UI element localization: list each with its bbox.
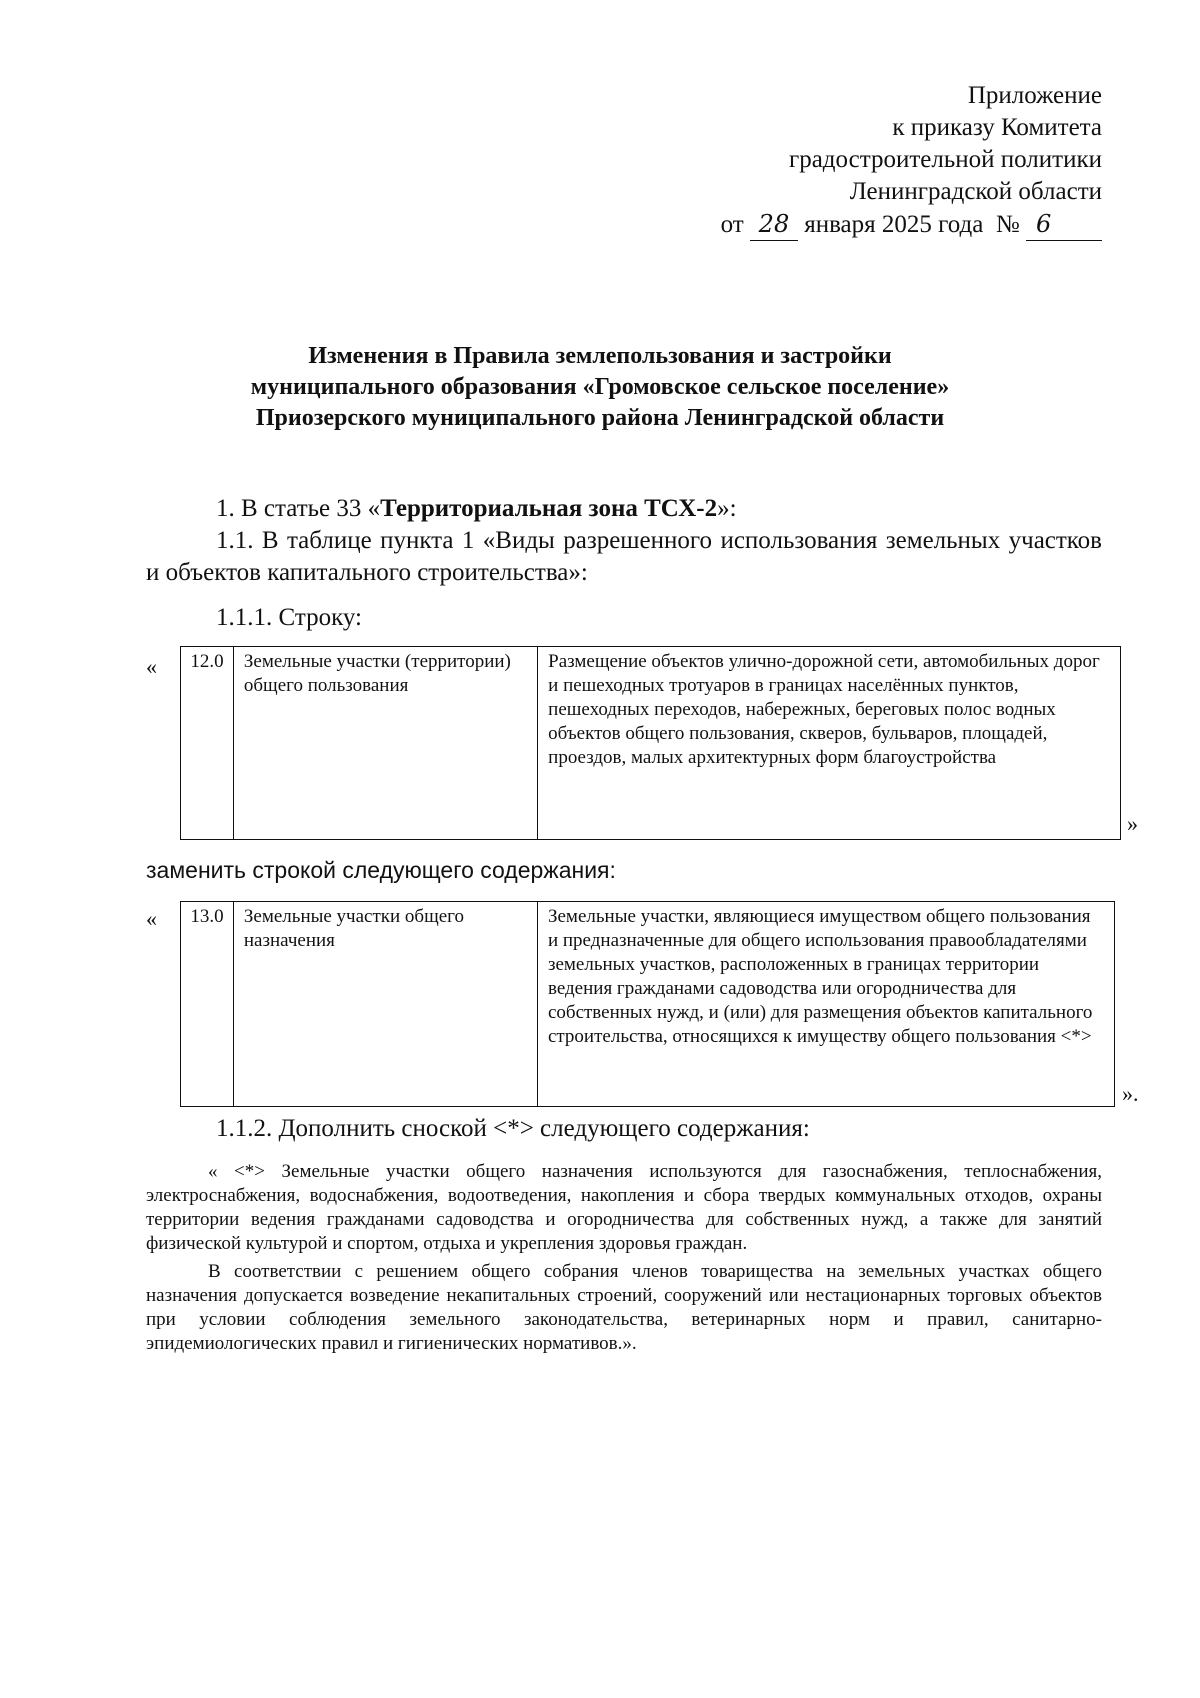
handwritten-day: 28 <box>750 208 798 241</box>
appendix-date-line <box>721 208 1102 241</box>
appendix-line-2: к приказу Комитета <box>892 114 1102 141</box>
new-row-description: Земельные участки, являющиеся имуществом общего пользования и предназначенные для общего использования правообладателями земельных участков, расположенных в границах территории ведения гражданами садоводства или огородничества для собственных нужд, и (или) для размещения объектов капитального строительства, относящихся к имуществу общего пользования <*> <box>537 902 1114 1107</box>
new-row-quote-open: « <box>146 906 157 931</box>
title-line-2: муниципального образования «Громовское сельское поселение» <box>250 374 950 400</box>
footnote-paragraph-1: « <*> Земельные участки общего назначения используются для газоснабжения, теплоснабжения, электроснабжения, водоснабжения, водоотведения, накопления и сбора твердых коммунальных отходов, охраны территории ведения гражданами садоводства и огородничества для собственных нужд, а также для занятий физической культурой и спортом, отдыха и укрепления здоровья граждан. <box>146 1161 1102 1254</box>
appendix-line-3: градостроительной политики <box>788 146 1102 173</box>
title-line-1: Изменения в Правила землепользования и застройки <box>308 343 892 369</box>
new-row-code: 13.0 <box>181 902 234 1107</box>
new-row-quote-close: ». <box>1122 1081 1139 1106</box>
new-row-name: Земельные участки общего назначения <box>233 902 537 1107</box>
footnote-paragraph-2: В соответствии с решением общего собрания членов товарищества на земельных участках общего назначения допускается возведение некапитальных строений, сооружений или нестационарных торговых объектов при условии соблюдения земельного законодательства, ветеринарных норм и правил, санитарно-эпидемиологических правил и гигиенических нормативов.». <box>146 1261 1102 1354</box>
section-1-zone-name: Территориальная зона ТСХ-2 <box>380 495 718 522</box>
appendix-line-1: Приложение <box>967 82 1102 109</box>
appendix-line-4: Ленинградской области <box>849 178 1102 205</box>
table-row <box>181 902 1115 1107</box>
section-1-prefix: 1. В статье 33 « <box>216 495 381 522</box>
number-sign: № <box>995 211 1020 238</box>
date-middle: января 2025 года <box>804 211 984 238</box>
old-row-description: Размещение объектов улично-дорожной сети, автомобильных дорог и пешеходных тротуаров в границах населённых пунктов, пешеходных переходов, набережных, береговых полос водных объектов общего пользования, скверов, бульваров, площадей, проездов, малых архитектурных форм благоустройства <box>538 647 1121 840</box>
new-row-table <box>180 901 1115 1107</box>
date-prefix: от <box>720 211 744 238</box>
old-row-quote-close: » <box>1127 811 1138 836</box>
old-row-table <box>180 646 1121 840</box>
old-row-code: 12.0 <box>181 647 234 840</box>
title-line-3: Приозерского муниципального района Ленинградской области <box>255 405 945 431</box>
replace-instruction: заменить строкой следующего содержания: <box>146 857 616 883</box>
section-1 <box>216 493 737 525</box>
footnote-text <box>146 1160 1102 1360</box>
table-row <box>181 647 1121 840</box>
old-row-name: Земельные участки (территории) общего пользования <box>233 647 537 840</box>
section-1-1-1: 1.1.1. Строку: <box>216 604 362 631</box>
handwritten-number: 6 <box>1026 208 1102 241</box>
old-row-quote-open: « <box>146 654 157 679</box>
appendix-header <box>721 80 1102 241</box>
section-1-suffix: »: <box>717 495 737 522</box>
section-1-1-2: 1.1.2. Дополнить сноской <*> следующего содержания: <box>216 1115 810 1142</box>
document-title <box>0 341 1200 434</box>
section-1-1: 1.1. В таблице пункта 1 «Виды разрешенного использования земельных участков и объектов капитального строительства»: <box>146 527 1102 586</box>
